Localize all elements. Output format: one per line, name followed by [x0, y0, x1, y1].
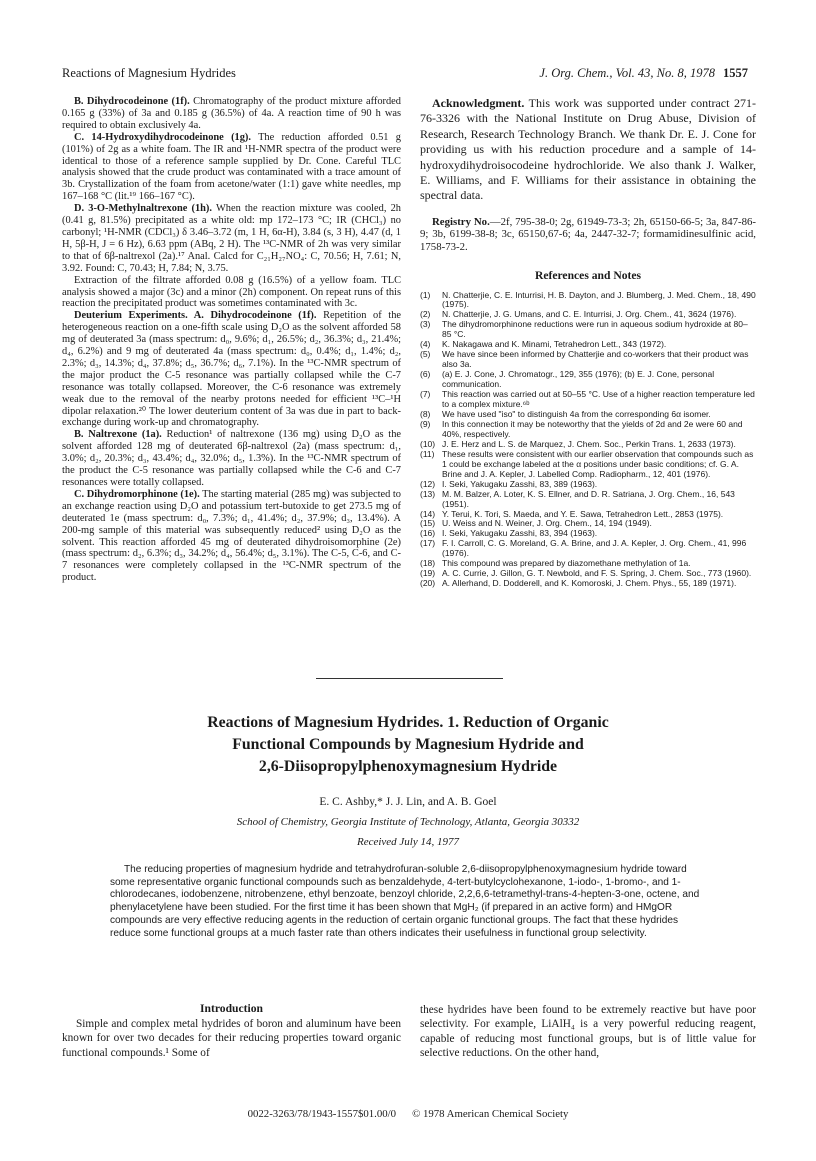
reference-number: (9) [420, 418, 431, 429]
registry-text: —2f, 795-38-0; 2g, 61949-73-3; 2h, 65150-66-5; 3a, 847-86-9; 3b, 6199-38-8; 3c, 65150,67-6; 4a, 2447-32-7; formamidinesulfinic acid, 1758-73-2. [420, 215, 756, 254]
paragraph-heading: Deuterium Experiments. A. Dihydrocodeinone (1f). [74, 310, 317, 322]
reference-text: N. Chatterjie, J. G. Umans, and C. E. Inturrisi, J. Org. Chem., 41, 3624 (1976). [442, 309, 737, 320]
references-list [420, 291, 756, 590]
reference-text: (a) E. J. Cone, J. Chromatogr., 129, 355 (1976); (b) E. J. Cone, personal communication. [442, 369, 715, 390]
reference-item [420, 291, 756, 311]
reference-item [420, 579, 756, 589]
abstract: The reducing properties of magnesium hydride and tetrahydrofuran-soluble 2,6-diisopropylphenoxymagnesium hydride toward some representative organic functional compounds such as benzaldehyde, 4-tert-butylcyclohexanone, 1-iodo-, 1-bromo-, and 1-chlorodecanes, iodobenzene, nitrobenzene, ethyl benzoate, benzoyl chloride, 2,2,6,6-tetramethyl-trans-4-hepten-3-one, octene, and phenylacetylene have been studied. For the first time it has been shown that MgH₂ (if prepared in an active form) and HMgOR compounds are very effective reducing agents in the reduction of certain organic functional groups. The fact that these hydrides reduce some functional groups at a much faster rate than others indicates their usefulness in functional group selectivity. [110, 864, 700, 939]
reference-text: I. Seki, Yakugaku Zasshi, 83, 394 (1963). [442, 528, 598, 539]
reference-item [420, 490, 756, 510]
paragraph-text: The starting material (285 mg) was subjected to an exchange reaction using D₂O and potassium tert-butoxide to get 273.5 mg of deuterated 1e (mass spectrum: d₀, 7.3%; d₁, 41.4%; d₂, 37.9%; d₃, 13.4%). A 200-mg sample of this material was subsequently reduced² using D₂O as the solvent. This reaction afforded 45 mg of deuterated dihydroisomorphine (2e) (mass spectrum: d₂, 6.3%; d₃, 34.2%; d₄, 56.4%; d₅, 3.1%). The C-5, C-6, and C-7 resonances were completely collapsed in the ¹³C-NMR spectrum of the product. [62, 488, 401, 584]
reference-text: J. E. Herz and L. S. de Marquez, J. Chem. Soc., Perkin Trans. 1, 2633 (1973). [442, 438, 736, 449]
authors: E. C. Ashby,* J. J. Lin, and A. B. Goel [319, 796, 497, 808]
reference-number: (20) [420, 578, 436, 589]
reference-number: (2) [420, 309, 431, 320]
acknowledgment [420, 96, 756, 204]
paragraph [62, 132, 401, 203]
introduction-heading: Introduction [200, 1002, 263, 1015]
copyright: © 1978 American Chemical Society [412, 1108, 569, 1120]
reference-number: (14) [420, 508, 436, 519]
paragraph-text: When the reaction mixture was cooled, 2h (0.41 g, 81.5%) precipitated as a white old: mp 172–173 °C; IR (CHCl₃) no carbonyl; ¹H-NMR (CDCl₃) δ 3.46–3.72 (m, 1 H, 6α-H), 3.84 (s, 3 H), 4.47 (d, 1 H, 5β-H, J = 6 Hz), 6.63 ppm (ABq, 2 H). The ¹³C-NMR of 2h was very similar to that of 6β-naltrexol (2a).¹⁷ Anal. Calcd for C₂₁H₂₇NO₄: C, 70.56; H, 7.61; N, 3.92. Found: C, 70.43; H, 7.84; N, 3.75. [62, 203, 401, 274]
reference-text: M. M. Balzer, A. Loter, K. S. Ellner, and D. R. Satriana, J. Org. Chem., 16, 543 (1951). [442, 488, 735, 509]
left-column [62, 96, 401, 584]
acknowledgment-text: This work was supported under contract 271-76-3326 with the National Institute on Drug Abuse, Division of Research, Research Technology Branch. We thank Dr. E. J. Cone for providing us with his reduction procedure and a sample of 14-hydroxydihydroisocodeine hydrochloride. We also thank J. Walker, E. Williams, and F. Williams for their assistance in obtaining the spectral data. [420, 96, 756, 203]
paragraph-heading: B. Naltrexone (1a). [74, 429, 162, 441]
paragraph-heading: C. 14-Hydroxydihydrocodeinone (1g). [74, 131, 251, 143]
reference-number: (10) [420, 438, 436, 449]
reference-text: This compound was prepared by diazomethane methylation of 1a. [442, 558, 691, 569]
reference-number: (16) [420, 528, 436, 539]
paragraph-text: Repetition of the heterogeneous reaction on a one-fifth scale using D₂O as the solvent afforded 58 mg of deuterated 3a (mass spectrum: d₀, 9.6%; d₁, 26.5%; d₂, 36.3%; d₃, 21.4%; d₄, 6.2%) and 9 mg of deuterated 4a (mass spectrum: d₀, 0.4%; d₁, 1.4%; d₂, 2.3%; d₃, 14.3%; d₄, 37.8%; d₅, 36.7%; d₆, 7.1%). In the ¹³C-NMR spectrum of the major product the C-5 resonance was partially collapsed while the C-7 resonance was totally collapsed. Moreover, the C-6 resonance was extremely weak due to the removal of the nearby protons needed for efficient ¹³C–¹H dipolar relaxation.²⁰ The lower deuterium content of 3a was due in part to back-exchange during work-up and chromatography. [62, 310, 401, 429]
reference-text: We have since been informed by Chatterjie and co-workers that their product was also 3a. [442, 349, 749, 370]
registry-numbers [420, 216, 756, 254]
received-date: Received July 14, 1977 [356, 836, 459, 848]
page-number: 1557 [723, 66, 748, 80]
paragraph [62, 275, 401, 311]
paragraph-text: Reduction¹ of naltrexone (136 mg) using D₂O as the solvent afforded 128 mg of deuterated 6β-naltrexol (2a) (mass spectrum: d₁, 3.0%; d₂, 20.3%; d₃, 43.4%; d₄, 32.0%; d₅, 1.3%). In the ¹³C-NMR spectrum of the product the C-5 resonance was partially collapsed while the C-6 and C-7 resonances were totally collapsed. [62, 429, 401, 488]
reference-number: (18) [420, 558, 436, 569]
reference-number: (17) [420, 538, 436, 549]
reference-text: This reaction was carried out at 50–55 °C. Use of a higher reaction temperature led to a complex mixture.⁶ᵇ [442, 389, 755, 410]
reference-text: The dihydromorphinone reductions were run in aqueous sodium hydroxide at 80–85 °C. [442, 319, 748, 340]
reference-item [420, 390, 756, 410]
reference-item [420, 370, 756, 390]
article-title [90, 712, 726, 778]
reference-number: (11) [420, 448, 435, 459]
reference-number: (5) [420, 349, 431, 360]
reference-number: (4) [420, 339, 431, 350]
introduction-text-left: Simple and complex metal hydrides of boron and aluminum have been known for over two decades for their reducing properties toward organic functional compounds.¹ Some of [62, 1018, 401, 1059]
reference-item [420, 320, 756, 340]
journal-citation: J. Org. Chem., Vol. 43, No. 8, 1978 [539, 66, 715, 80]
reference-text: A. C. Currie, J. Gillon, G. T. Newbold, and F. S. Spring, J. Chem. Soc., 773 (1960). [442, 568, 752, 579]
reference-text: N. Chatterjie, C. E. Inturrisi, H. B. Dayton, and J. Blumberg, J. Med. Chem., 18, 490 (1975). [442, 289, 756, 310]
reference-text: We have used "iso" to distinguish 4a from the corresponding 6α isomer. [442, 408, 711, 419]
acknowledgment-heading: Acknowledgment. [432, 96, 525, 110]
reference-text: I. Seki, Yakugaku Zasshi, 83, 389 (1963). [442, 478, 598, 489]
paragraph [62, 96, 401, 132]
paragraph [62, 310, 401, 429]
running-header-journal [539, 66, 748, 81]
registry-heading: Registry No. [432, 215, 490, 228]
reference-text: Y. Terui, K. Tori, S. Maeda, and Y. E. Sawa, Tetrahedron Lett., 2853 (1975). [442, 508, 724, 519]
reference-item [420, 350, 756, 370]
title-line: Functional Compounds by Magnesium Hydride and [232, 736, 584, 753]
references-heading: References and Notes [534, 268, 642, 282]
reference-text: In this connection it may be noteworthy that the yields of 2d and 2e were 60 and 40%, respectively. [442, 418, 743, 439]
running-header-title: Reactions of Magnesium Hydrides [62, 66, 236, 80]
paragraph-text: The reduction afforded 0.51 g (101%) of 2g as a white foam. The IR and ¹H-NMR spectra of the product were identical to those of a reference sample supplied by Dr. Cone. Careful TLC analysis showed that the crude product was contaminated with a trace amount of 3b. Crystallization of the foam from acetone/water (1:1) gave white needles, mp 167–168 °C (lit.¹⁹ 166–167 °C). [62, 131, 401, 203]
affiliation: School of Chemistry, Georgia Institute of Technology, Atlanta, Georgia 30332 [236, 816, 580, 828]
reference-text: U. Weiss and N. Weiner, J. Org. Chem., 14, 194 (1949). [442, 518, 652, 529]
paragraph-heading: B. Dihydrocodeinone (1f). [74, 96, 190, 107]
title-line: Reactions of Magnesium Hydrides. 1. Reduction of Organic [207, 714, 609, 731]
reference-number: (15) [420, 518, 436, 529]
reference-number: (13) [420, 488, 436, 499]
right-column [420, 96, 756, 589]
reference-number: (6) [420, 369, 431, 380]
paragraph-heading: D. 3-O-Methylnaltrexone (1h). [74, 203, 212, 215]
paragraph [62, 489, 401, 584]
reference-text: F. I. Carroll, C. G. Moreland, G. A. Brine, and J. A. Kepler, J. Org. Chem., 41, 996 (1976). [442, 538, 747, 559]
page-footer [0, 1108, 816, 1120]
reference-item [420, 420, 756, 440]
paragraph [62, 203, 401, 274]
paragraph [62, 429, 401, 489]
title-line: 2,6-Diisopropylphenoxymagnesium Hydride [258, 758, 558, 775]
reference-number: (12) [420, 478, 436, 489]
reference-text: A. Allerhand, D. Dodderell, and K. Komoroski, J. Chem. Phys., 55, 189 (1971). [442, 578, 737, 589]
reference-number: (3) [420, 319, 431, 330]
reference-text: These results were consistent with our earlier observation that compounds such as 1 could be exchange labeled at the α positions under basic conditions; cf. G. A. Brine and J. A. Kepler, J. Labelled Comp. Radiopharm., 12, 401 (1976). [442, 448, 754, 479]
reference-text: K. Nakagawa and K. Minami, Tetrahedron Lett., 343 (1972). [442, 339, 667, 350]
reference-number: (1) [420, 289, 431, 300]
reference-number: (19) [420, 568, 436, 579]
paragraph-text: Extraction of the filtrate afforded 0.08 g (16.5%) of a yellow foam. TLC analysis showed a major (3c) and a minor (2h) component. On repeat runs of this reaction the precipitated product was sometimes contaminated with 3c. [62, 274, 401, 310]
article-code: 0022-3263/78/1943-1557$01.00/0 [247, 1108, 397, 1120]
paragraph-text: Chromatography of the product mixture afforded 0.165 g (33%) of 3a and 0.185 g (36.5%) of 4a. A reaction time of 90 h was required to obtain exclusively 4a. [62, 96, 401, 131]
section-divider [316, 678, 503, 679]
reference-item [420, 539, 756, 559]
reference-number: (8) [420, 408, 431, 419]
introduction-text-right: these hydrides have been found to be extremely reactive but have poor selectivity. For example, LiAlH₄ is a very powerful reducing reagent, capable of reducing most functional groups, but is of little value for selective reductions. On the other hand, [420, 1004, 756, 1059]
paragraph-heading: C. Dihydromorphinone (1e). [74, 488, 200, 500]
reference-number: (7) [420, 389, 431, 400]
reference-item [420, 450, 756, 480]
